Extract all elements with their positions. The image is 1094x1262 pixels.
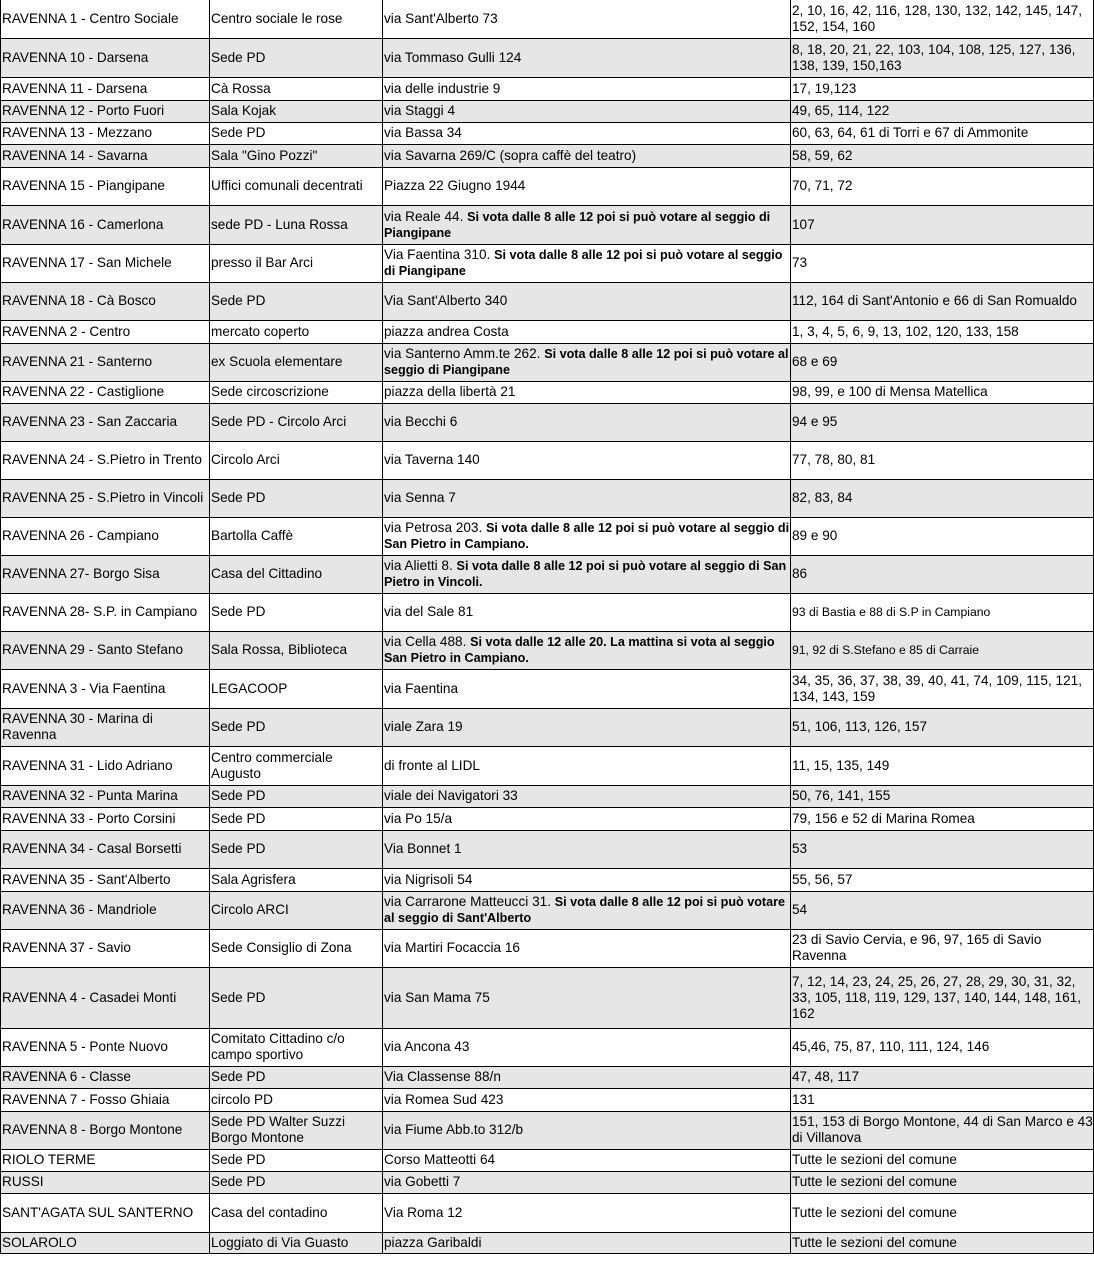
table-row: [1, 830, 1094, 868]
voting-note: Si vota dalle 8 alle 12 poi si può votare al seggio di Piangipane: [384, 347, 789, 377]
address-text: via Bassa 34: [384, 125, 462, 140]
polling-station-cell: RAVENNA 37 - Savio: [1, 929, 210, 967]
table-row: [1, 746, 1094, 785]
venue-cell: Centro sociale le rose: [210, 0, 383, 38]
sections-cell: 34, 35, 36, 37, 38, 39, 40, 41, 74, 109, 115, 121, 134, 143, 159: [791, 669, 1094, 708]
table-row: [1, 343, 1094, 381]
address-text: Via Classense 88/n: [384, 1069, 501, 1084]
venue-cell: Sede PD: [210, 1066, 383, 1088]
sections-cell: Tutte le sezioni del comune: [791, 1149, 1094, 1171]
table-row: [1, 1066, 1094, 1088]
sections-cell: 23 di Savio Cervia, e 96, 97, 165 di Savio Ravenna: [791, 929, 1094, 967]
venue-cell: Sede PD: [210, 785, 383, 807]
venue-cell: Sede PD Walter Suzzi Borgo Montone: [210, 1111, 383, 1149]
venue-cell: Sede PD: [210, 708, 383, 746]
address-text: via Staggi 4: [384, 103, 456, 118]
venue-cell: Circolo ARCI: [210, 891, 383, 929]
table-row: [1, 967, 1094, 1028]
sections-cell: 11, 15, 135, 149: [791, 746, 1094, 785]
polling-station-cell: RAVENNA 31 - Lido Adriano: [1, 746, 210, 785]
address-text: via Martiri Focaccia 16: [384, 940, 520, 955]
venue-cell: Sede PD: [210, 967, 383, 1028]
sections-cell: 49, 65, 114, 122: [791, 100, 1094, 122]
address-text: via Senna 7: [384, 490, 456, 505]
table-row: [1, 1171, 1094, 1193]
address-cell: [383, 100, 791, 122]
table-row: [1, 593, 1094, 631]
address-text: Via Sant'Alberto 340: [384, 293, 508, 308]
address-text: via Becchi 6: [384, 414, 458, 429]
sections-cell: 112, 164 di Sant'Antonio e 66 di San Romualdo: [791, 282, 1094, 320]
address-text: via Sant'Alberto 73: [384, 10, 498, 26]
polling-station-cell: RAVENNA 32 - Punta Marina: [1, 785, 210, 807]
address-text: via Reale 44.: [384, 208, 464, 224]
address-text: piazza della libertà 21: [384, 384, 516, 399]
address-cell: [383, 746, 791, 785]
polling-station-cell: RAVENNA 30 - Marina di Ravenna: [1, 708, 210, 746]
polling-station-cell: RAVENNA 1 - Centro Sociale: [1, 0, 210, 38]
table-row: [1, 167, 1094, 205]
table-row: [1, 555, 1094, 593]
polling-station-cell: RAVENNA 11 - Darsena: [1, 77, 210, 100]
address-cell: [383, 77, 791, 100]
venue-cell: Sede PD: [210, 1149, 383, 1171]
sections-cell: 93 di Bastia e 88 di S.P in Campiano: [791, 593, 1094, 631]
address-text: via Ancona 43: [384, 1039, 470, 1054]
polling-station-cell: RAVENNA 21 - Santerno: [1, 343, 210, 381]
polling-station-cell: RAVENNA 7 - Fosso Ghiaia: [1, 1088, 210, 1111]
venue-cell: Centro commerciale Augusto: [210, 746, 383, 785]
venue-cell: mercato coperto: [210, 320, 383, 343]
polling-station-cell: RAVENNA 13 - Mezzano: [1, 122, 210, 144]
sections-cell: 54: [791, 891, 1094, 929]
voting-note: Si vota dalle 8 alle 12 poi si può votare al seggio di Sant'Alberto: [384, 895, 786, 925]
voting-note: Si vota dalle 8 alle 12 poi si può votare al seggio di Piangipane: [384, 248, 783, 278]
polling-station-cell: RAVENNA 4 - Casadei Monti: [1, 967, 210, 1028]
address-cell: [383, 381, 791, 403]
table-row: [1, 868, 1094, 891]
venue-cell: Sede PD: [210, 1171, 383, 1193]
table-row: [1, 320, 1094, 343]
sections-cell: 60, 63, 64, 61 di Torri e 67 di Ammonite: [791, 122, 1094, 144]
sections-cell: 107: [791, 205, 1094, 244]
venue-cell: Sede PD: [210, 807, 383, 830]
polling-station-cell: RAVENNA 16 - Camerlona: [1, 205, 210, 244]
address-text: via del Sale 81: [384, 604, 474, 619]
sections-cell: Tutte le sezioni del comune: [791, 1171, 1094, 1193]
polling-station-cell: RAVENNA 17 - San Michele: [1, 244, 210, 282]
address-cell: [383, 144, 791, 167]
polling-station-cell: RAVENNA 26 - Campiano: [1, 517, 210, 555]
polling-station-cell: RAVENNA 25 - S.Pietro in Vincoli: [1, 479, 210, 517]
address-cell: [383, 479, 791, 517]
venue-cell: circolo PD: [210, 1088, 383, 1111]
table-row: [1, 631, 1094, 669]
address-text: Via Roma 12: [384, 1204, 463, 1220]
address-cell: [383, 967, 791, 1028]
venue-cell: Sala Agrisfera: [210, 868, 383, 891]
address-cell: [383, 1088, 791, 1111]
address-cell: [383, 891, 791, 929]
sections-cell: 2, 10, 16, 42, 116, 128, 130, 132, 142, 145, 147, 152, 154, 160: [791, 0, 1094, 38]
voting-note: Si vota dalle 8 alle 12 poi si può votare al seggio di San Pietro in Vincoli.: [384, 559, 787, 589]
address-text: via Tommaso Gulli 124: [384, 49, 522, 65]
address-text: via Petrosa 203.: [384, 520, 483, 535]
sections-cell: 94 e 95: [791, 403, 1094, 441]
address-text: Piazza 22 Giugno 1944: [384, 178, 526, 193]
voting-note: Si vota dalle 8 alle 12 poi si può votare al seggio di San Pietro in Campiano.: [384, 521, 790, 551]
address-cell: [383, 1232, 791, 1253]
polling-station-cell: RAVENNA 24 - S.Pietro in Trento: [1, 441, 210, 479]
address-cell: [383, 868, 791, 891]
address-text: via Savarna 269/C (sopra caffè del teatro): [384, 147, 637, 163]
sections-cell: 47, 48, 117: [791, 1066, 1094, 1088]
address-cell: [383, 38, 791, 77]
sections-cell: 77, 78, 80, 81: [791, 441, 1094, 479]
table-row: [1, 381, 1094, 403]
address-text: Via Bonnet 1: [384, 841, 462, 856]
address-text: via delle industrie 9: [384, 80, 501, 96]
address-text: via San Mama 75: [384, 989, 490, 1005]
table-row: [1, 669, 1094, 708]
venue-cell: Sede PD: [210, 830, 383, 868]
table-row: [1, 144, 1094, 167]
polling-station-cell: RAVENNA 2 - Centro: [1, 320, 210, 343]
table-row: [1, 785, 1094, 807]
address-text: via Gobetti 7: [384, 1174, 461, 1189]
polling-station-cell: RAVENNA 34 - Casal Borsetti: [1, 830, 210, 868]
address-text: via Cella 488.: [384, 634, 467, 649]
sections-cell: 89 e 90: [791, 517, 1094, 555]
polling-station-cell: RAVENNA 27- Borgo Sisa: [1, 555, 210, 593]
address-text: via Fiume Abb.to 312/b: [384, 1122, 524, 1137]
table-row: [1, 1028, 1094, 1066]
table-row: [1, 479, 1094, 517]
address-cell: [383, 807, 791, 830]
venue-cell: Circolo Arci: [210, 441, 383, 479]
address-text: piazza andrea Costa: [384, 323, 509, 339]
address-text: Corso Matteotti 64: [384, 1152, 496, 1167]
sections-cell: 7, 12, 14, 23, 24, 25, 26, 27, 28, 29, 30, 31, 32, 33, 105, 118, 119, 129, 137, 140, 144, 148, 161, 162: [791, 967, 1094, 1028]
venue-cell: Sede PD: [210, 593, 383, 631]
table-row: [1, 0, 1094, 38]
venue-cell: Uffici comunali decentrati: [210, 167, 383, 205]
table-row: [1, 100, 1094, 122]
address-cell: [383, 0, 791, 38]
voting-note: Si vota dalle 12 alle 20. La mattina si vota al seggio San Pietro in Campiano.: [384, 635, 775, 665]
address-cell: [383, 441, 791, 479]
polling-station-cell: RAVENNA 22 - Castiglione: [1, 381, 210, 403]
sections-cell: 86: [791, 555, 1094, 593]
address-text: viale Zara 19: [384, 719, 463, 734]
table-row: [1, 1149, 1094, 1171]
table-row: [1, 441, 1094, 479]
polling-station-cell: RAVENNA 28- S.P. in Campiano: [1, 593, 210, 631]
sections-cell: 53: [791, 830, 1094, 868]
address-text: via Carrarone Matteucci 31.: [384, 894, 551, 909]
table-row: [1, 517, 1094, 555]
sections-cell: 131: [791, 1088, 1094, 1111]
venue-cell: Sede PD: [210, 38, 383, 77]
polling-station-cell: RAVENNA 36 - Mandriole: [1, 891, 210, 929]
address-text: via Po 15/a: [384, 810, 453, 826]
address-cell: [383, 1149, 791, 1171]
venue-cell: Casa del Cittadino: [210, 555, 383, 593]
polling-station-cell: RAVENNA 33 - Porto Corsini: [1, 807, 210, 830]
venue-cell: Comitato Cittadino c/o campo sportivo: [210, 1028, 383, 1066]
table-row: [1, 403, 1094, 441]
address-cell: [383, 205, 791, 244]
address-cell: [383, 244, 791, 282]
venue-cell: Sede PD: [210, 282, 383, 320]
polling-station-cell: RAVENNA 12 - Porto Fuori: [1, 100, 210, 122]
table-row: [1, 891, 1094, 929]
address-cell: [383, 320, 791, 343]
address-cell: [383, 282, 791, 320]
address-cell: [383, 593, 791, 631]
address-text: via Alietti 8.: [384, 558, 453, 573]
address-cell: [383, 1028, 791, 1066]
sections-cell: 55, 56, 57: [791, 868, 1094, 891]
sections-cell: 98, 99, e 100 di Mensa Matellica: [791, 381, 1094, 403]
sections-cell: Tutte le sezioni del comune: [791, 1232, 1094, 1253]
sections-cell: 91, 92 di S.Stefano e 85 di Carraie: [791, 631, 1094, 669]
sections-cell: 50, 76, 141, 155: [791, 785, 1094, 807]
venue-cell: sede PD - Luna Rossa: [210, 205, 383, 244]
address-cell: [383, 122, 791, 144]
voting-note: Si vota dalle 8 alle 12 poi si può votare al seggio di Piangipane: [384, 209, 771, 240]
address-cell: [383, 167, 791, 205]
sections-cell: 68 e 69: [791, 343, 1094, 381]
polling-station-cell: RAVENNA 35 - Sant'Alberto: [1, 868, 210, 891]
polling-station-cell: RAVENNA 3 - Via Faentina: [1, 669, 210, 708]
address-text: via Nigrisoli 54: [384, 871, 473, 887]
table-row: [1, 1088, 1094, 1111]
address-cell: [383, 517, 791, 555]
address-text: via Faentina: [384, 680, 459, 696]
venue-cell: Sala Rossa, Biblioteca: [210, 631, 383, 669]
address-cell: [383, 1193, 791, 1232]
venue-cell: Sede PD: [210, 479, 383, 517]
address-cell: [383, 631, 791, 669]
polling-station-cell: RAVENNA 10 - Darsena: [1, 38, 210, 77]
address-cell: [383, 929, 791, 967]
address-cell: [383, 830, 791, 868]
venue-cell: presso il Bar Arci: [210, 244, 383, 282]
venue-cell: Cà Rossa: [210, 77, 383, 100]
sections-cell: 17, 19,123: [791, 77, 1094, 100]
table-row: [1, 807, 1094, 830]
table-row: [1, 205, 1094, 244]
venue-cell: Loggiato di Via Guasto: [210, 1232, 383, 1253]
table-row: [1, 1193, 1094, 1232]
table-row: [1, 1232, 1094, 1253]
sections-cell: 79, 156 e 52 di Marina Romea: [791, 807, 1094, 830]
table-row: [1, 38, 1094, 77]
venue-cell: Sede PD: [210, 122, 383, 144]
sections-cell: Tutte le sezioni del comune: [791, 1193, 1094, 1232]
sections-cell: 70, 71, 72: [791, 167, 1094, 205]
polling-station-cell: RAVENNA 23 - San Zaccaria: [1, 403, 210, 441]
sections-cell: 51, 106, 113, 126, 157: [791, 708, 1094, 746]
venue-cell: Bartolla Caffè: [210, 517, 383, 555]
table-row: [1, 708, 1094, 746]
polling-station-cell: RAVENNA 8 - Borgo Montone: [1, 1111, 210, 1149]
address-text: di fronte al LIDL: [384, 757, 480, 773]
address-cell: [383, 1066, 791, 1088]
address-cell: [383, 669, 791, 708]
address-cell: [383, 403, 791, 441]
address-cell: [383, 1171, 791, 1193]
venue-cell: Sede PD - Circolo Arci: [210, 403, 383, 441]
sections-cell: 45,46, 75, 87, 110, 111, 124, 146: [791, 1028, 1094, 1066]
address-text: via Taverna 140: [384, 452, 480, 467]
polling-station-cell: RAVENNA 15 - Piangipane: [1, 167, 210, 205]
table-body: [1, 0, 1094, 1253]
venue-cell: Sede circoscrizione: [210, 381, 383, 403]
address-cell: [383, 555, 791, 593]
table-row: [1, 1111, 1094, 1149]
polling-station-cell: RUSSI: [1, 1171, 210, 1193]
venue-cell: LEGACOOP: [210, 669, 383, 708]
polling-station-cell: RAVENNA 5 - Ponte Nuovo: [1, 1028, 210, 1066]
table-row: [1, 77, 1094, 100]
sections-cell: 151, 153 di Borgo Montone, 44 di San Marco e 43 di Villanova: [791, 1111, 1094, 1149]
table-row: [1, 122, 1094, 144]
polling-station-cell: SOLAROLO: [1, 1232, 210, 1253]
polling-station-cell: RAVENNA 29 - Santo Stefano: [1, 631, 210, 669]
polling-station-cell: RAVENNA 6 - Classe: [1, 1066, 210, 1088]
sections-cell: 8, 18, 20, 21, 22, 103, 104, 108, 125, 127, 136, 138, 139, 150,163: [791, 38, 1094, 77]
venue-cell: Sala "Gino Pozzi": [210, 144, 383, 167]
address-cell: [383, 343, 791, 381]
address-text: piazza Garibaldi: [384, 1234, 482, 1250]
address-text: Via Faentina 310.: [384, 247, 491, 262]
sections-cell: 1, 3, 4, 5, 6, 9, 13, 102, 120, 133, 158: [791, 320, 1094, 343]
table-row: [1, 244, 1094, 282]
polling-station-cell: RAVENNA 14 - Savarna: [1, 144, 210, 167]
address-cell: [383, 785, 791, 807]
address-text: via Santerno Amm.te 262.: [384, 346, 541, 361]
sections-cell: 73: [791, 244, 1094, 282]
venue-cell: Sede Consiglio di Zona: [210, 929, 383, 967]
polling-station-cell: SANT'AGATA SUL SANTERNO: [1, 1193, 210, 1232]
address-cell: [383, 1111, 791, 1149]
address-cell: [383, 708, 791, 746]
table-row: [1, 929, 1094, 967]
venue-cell: Sala Kojak: [210, 100, 383, 122]
address-text: via Romea Sud 423: [384, 1091, 504, 1107]
address-text: viale dei Navigatori 33: [384, 788, 518, 803]
polling-station-cell: RIOLO TERME: [1, 1149, 210, 1171]
venue-cell: Casa del contadino: [210, 1193, 383, 1232]
sections-cell: 82, 83, 84: [791, 479, 1094, 517]
sections-cell: 58, 59, 62: [791, 144, 1094, 167]
venue-cell: ex Scuola elementare: [210, 343, 383, 381]
table-row: [1, 282, 1094, 320]
polling-station-cell: RAVENNA 18 - Cà Bosco: [1, 282, 210, 320]
